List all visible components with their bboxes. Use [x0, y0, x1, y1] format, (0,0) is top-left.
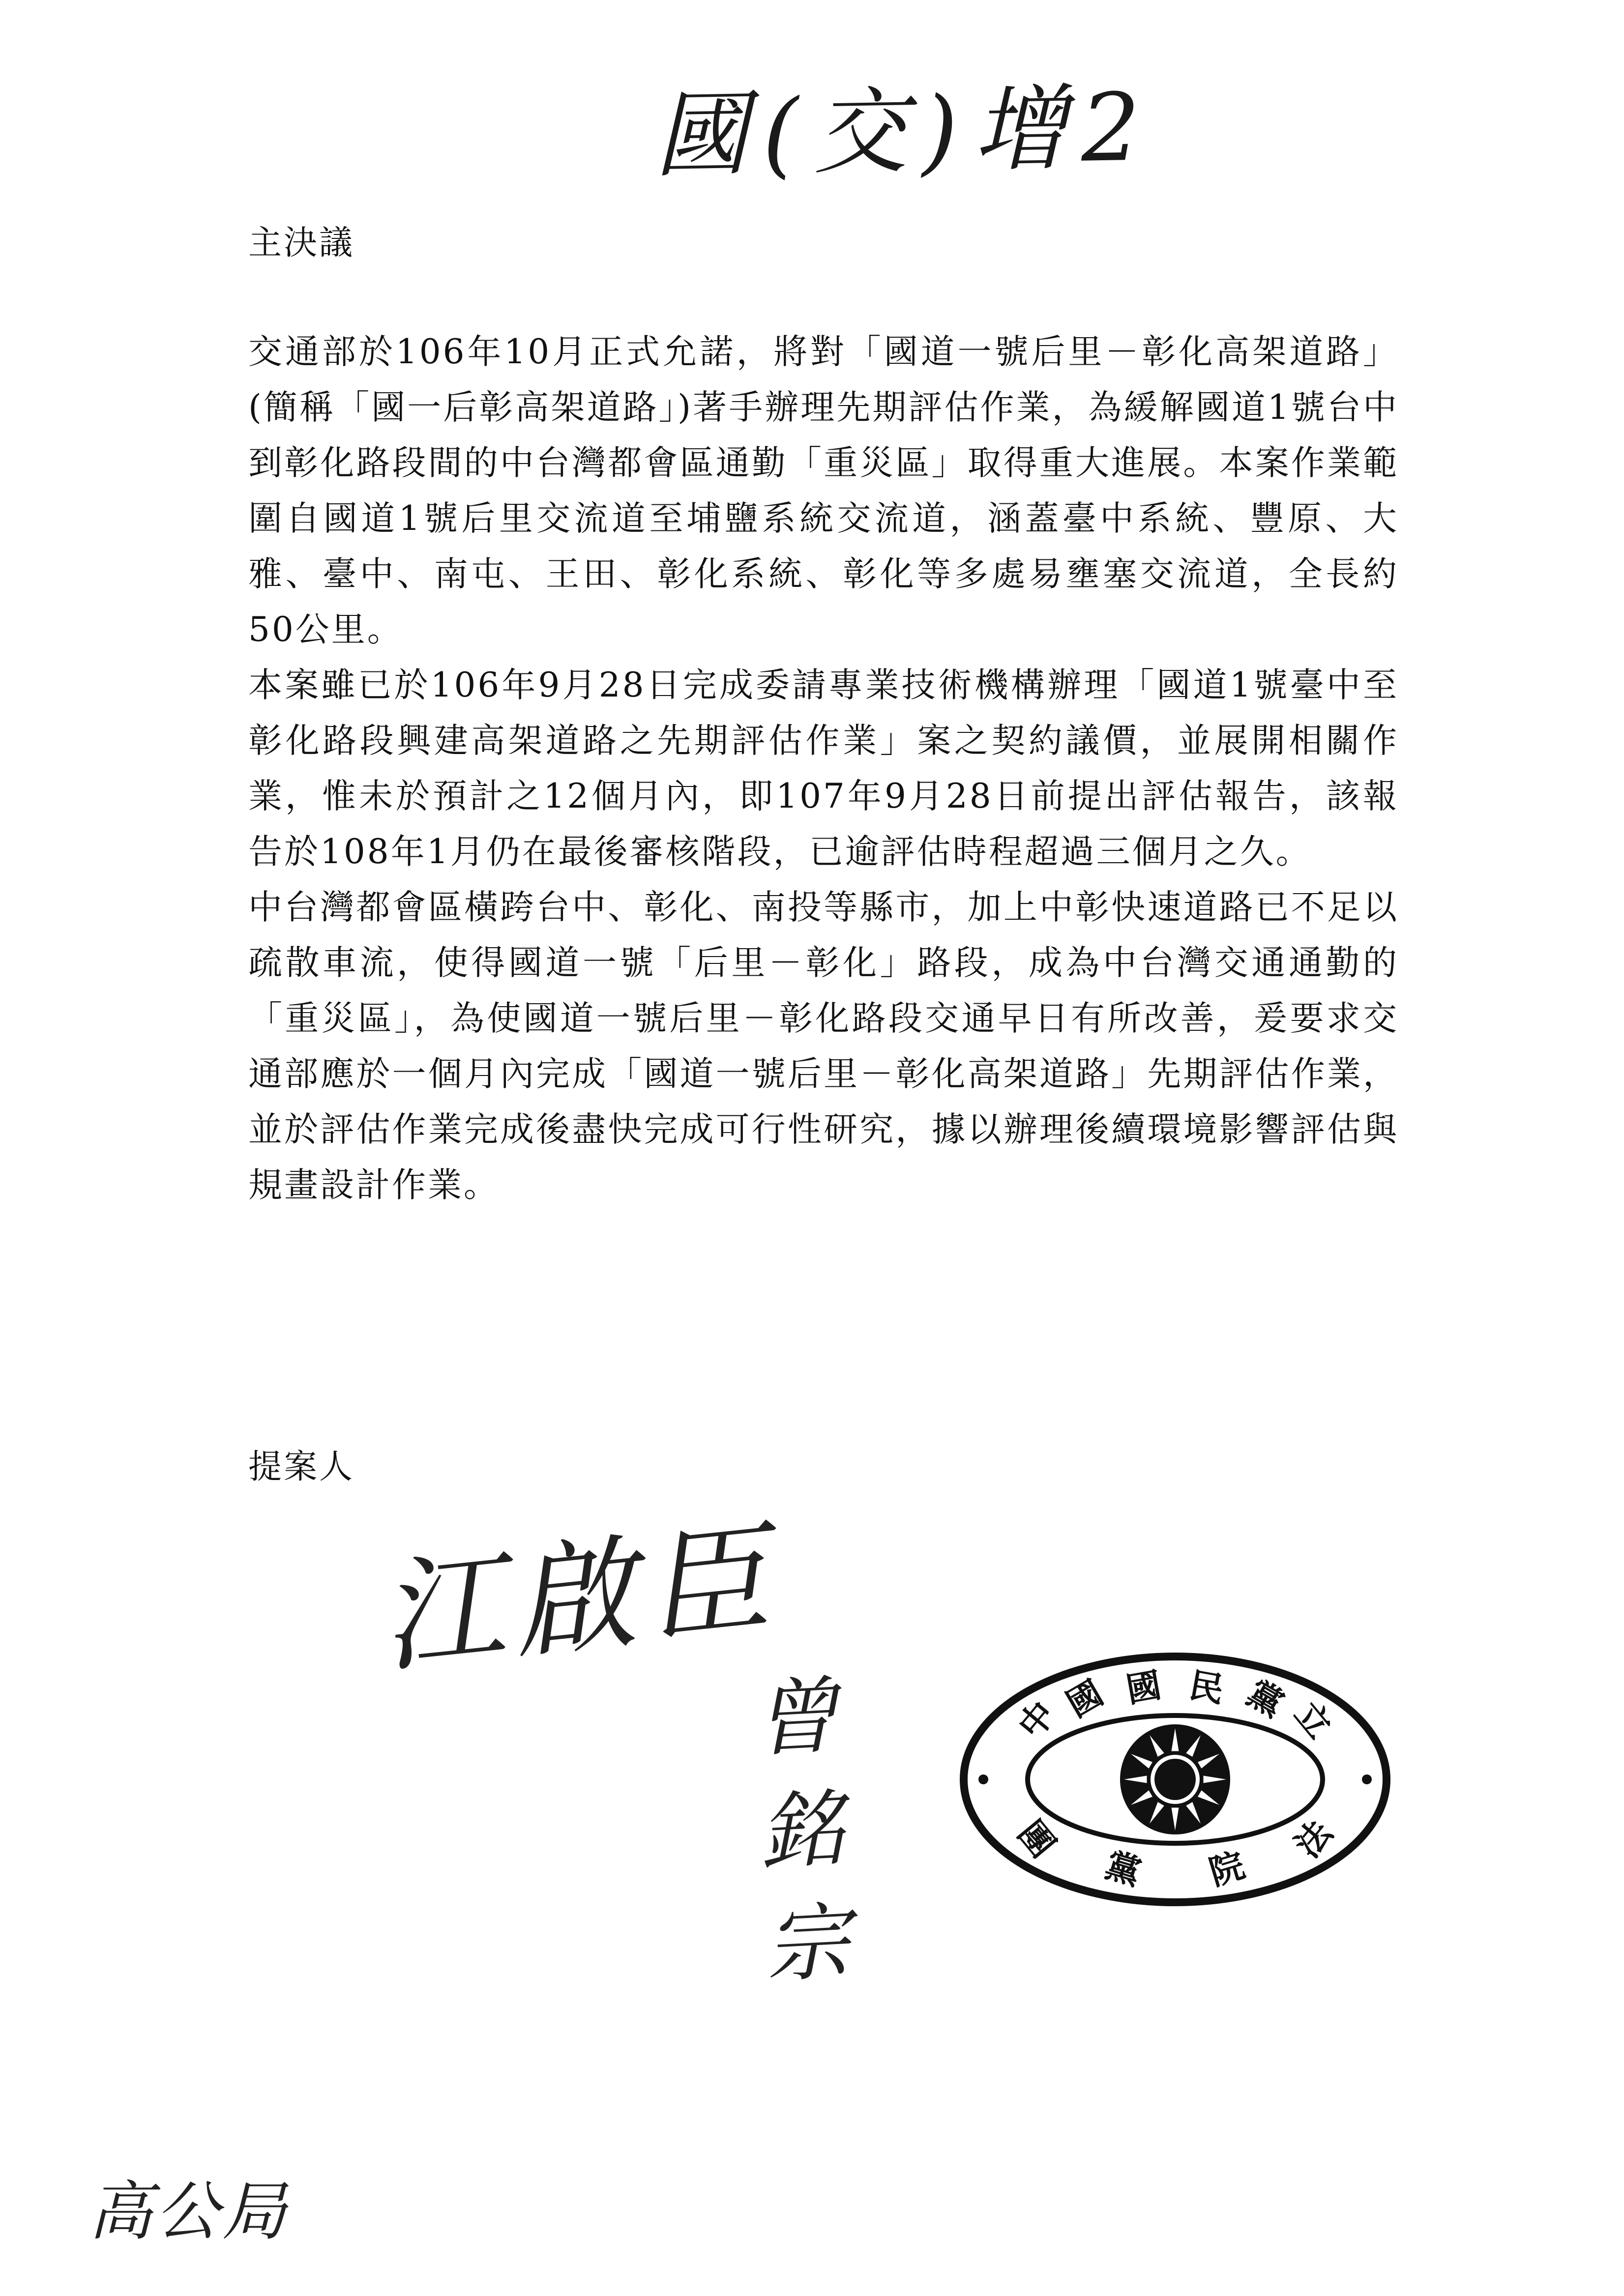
handwritten-header-note: 國(交)增2 — [653, 73, 1156, 190]
seal-char: 法 — [1286, 1812, 1340, 1865]
handwritten-bottom-note: 高公局 — [89, 2174, 290, 2249]
kmt-emblem-icon — [1120, 1724, 1230, 1834]
seal-char: 黨 — [1101, 1844, 1146, 1893]
document-body — [248, 324, 1399, 1213]
signature-tseng: 曾銘宗 — [751, 1667, 852, 1995]
seal-char: 國 — [1060, 1672, 1110, 1725]
seal-dot-left-icon — [978, 1774, 988, 1784]
seal-char: 院 — [1204, 1844, 1249, 1893]
paragraph-2: 本案雖已於106年9月28日完成委請專業技術機構辦理「國道1號臺中至彰化路段興建高架道路之先期評估作業」案之契約議價，並展開相關作業，惟未於預計之12個月內，即107年9月28日前提出評估報告，該報告於108年1月仍在最後審核階段，已逾評估時程超過三個月之久。 — [248, 666, 1399, 872]
paragraph-1: 交通部於106年10月正式允諾，將對「國道一號后里－彰化高架道路」(簡稱「國一后彰高架道路」)著手辦理先期評估作業，為緩解國道1號台中到彰化路段間的中台灣都會區通勤「重災區」取得重大進展。本案作業範圍自國道1號后里交流道至埔鹽系統交流道，涵蓋臺中系統、豐原、大雅、臺中、南屯、王田、彰化系統、彰化等多處易壅塞交流道，全長約50公里。 — [248, 332, 1399, 649]
seal-char: 國 — [1123, 1664, 1164, 1711]
seal-char: 民 — [1186, 1664, 1227, 1711]
party-caucus-seal — [959, 1652, 1391, 1907]
seal-char: 中 — [1010, 1693, 1064, 1746]
proposer-label: 提案人 — [248, 1448, 355, 1486]
seal-char: 立 — [1286, 1693, 1340, 1746]
seal-char: 黨 — [1240, 1672, 1291, 1725]
seal-char: 團 — [1010, 1812, 1064, 1865]
document-title: 主決議 — [248, 224, 355, 262]
seal-dot-right-icon — [1362, 1774, 1372, 1784]
signature-jiang: 江啟臣 — [373, 1506, 785, 1690]
paragraph-3: 中台灣都會區橫跨台中、彰化、南投等縣市，加上中彰快速道路已不足以疏散車流，使得國道一號「后里－彰化」路段，成為中台灣交通通勤的「重災區」，為使國道一號后里－彰化路段交通早日有所改善，爰要求交通部應於一個月內完成「國道一號后里－彰化高架道路」先期評估作業，並於評估作業完成後盡快完成可行性研究，據以辦理後續環境影響評估與規畫設計作業。 — [248, 888, 1399, 1205]
